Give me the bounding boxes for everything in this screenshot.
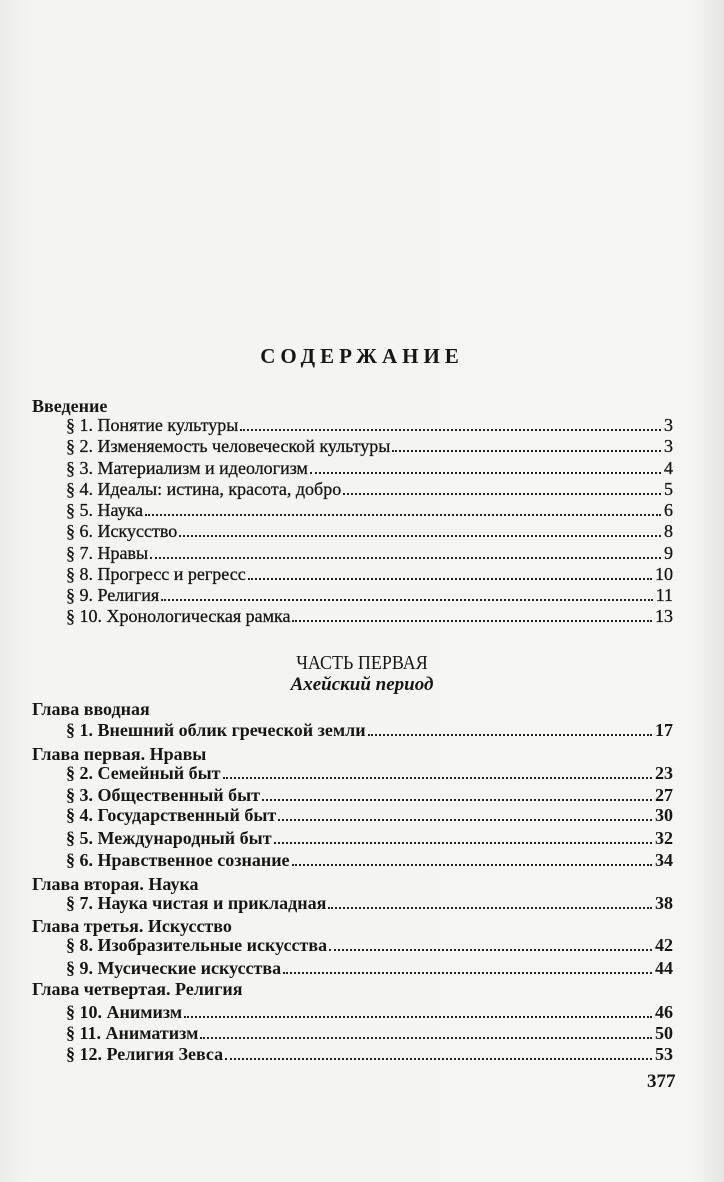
entry-title: § 2. Изменяемость человеческой культуры: [66, 436, 391, 456]
toc-entry: [66, 762, 673, 784]
entry-page: 8: [664, 521, 673, 541]
entry-page: 3: [664, 415, 673, 435]
toc-entry: [66, 605, 673, 627]
dot-leader: [392, 450, 661, 452]
entry-title: § 3. Материализм и идеологизм: [66, 458, 308, 478]
dot-leader: [248, 578, 652, 580]
toc-entry: [66, 499, 673, 521]
entry-title: § 2. Семейный быт: [66, 763, 221, 783]
entry-title: § 9. Мусические искусства: [66, 958, 282, 978]
entry-title: § 8. Изобразительные искусства: [66, 935, 328, 955]
toc-entry: [66, 1022, 673, 1044]
entry-title: § 4. Государственный быт: [66, 805, 277, 825]
entry-page: 38: [655, 893, 673, 913]
entry-page: 27: [655, 785, 673, 805]
toc-entry: [66, 584, 673, 606]
toc-entry: [66, 414, 673, 436]
toc-entry: [66, 520, 673, 542]
entry-page: 5: [664, 479, 673, 499]
chapter-heading: Глава третья. Искусство: [32, 916, 232, 936]
entry-page: 34: [655, 850, 673, 870]
dot-leader: [310, 472, 661, 474]
dot-leader: [240, 429, 661, 431]
entry-page: 17: [655, 720, 673, 740]
dot-leader: [161, 599, 652, 601]
entry-title: § 6. Искусство: [66, 521, 178, 541]
contents-title: СОДЕРЖАНИЕ: [260, 344, 464, 368]
toc-entry: [66, 563, 673, 585]
toc-entry: [66, 849, 673, 871]
dot-leader: [329, 949, 652, 951]
toc-entry: [66, 1001, 673, 1023]
entry-title: § 5. Наука: [66, 500, 144, 520]
entry-page: 30: [655, 805, 673, 825]
dot-leader: [328, 907, 652, 909]
dot-leader: [283, 972, 652, 974]
dot-leader: [179, 535, 661, 537]
toc-entry: [66, 892, 673, 914]
part-one-title: ЧАСТЬ ПЕРВАЯ: [296, 652, 428, 674]
entry-title: § 6. Нравственное сознание: [66, 850, 290, 870]
chapter-heading: Глава четвертая. Религия: [32, 979, 243, 999]
entry-title: § 12. Религия Зевса: [66, 1044, 224, 1064]
entry-title: § 7. Нравы: [66, 543, 149, 563]
intro-heading: Введение: [32, 396, 108, 416]
entry-page: 4: [664, 458, 673, 478]
entry-title: § 7. Наука чистая и прикладная: [66, 893, 327, 913]
entry-page: 6: [664, 500, 673, 520]
dot-leader: [274, 842, 652, 844]
entry-page: 53: [655, 1044, 673, 1064]
entry-page: 32: [655, 828, 673, 848]
entry-title: § 11. Аниматизм: [66, 1023, 199, 1043]
entry-title: § 1. Внешний облик греческой земли: [66, 720, 366, 740]
dot-leader: [278, 819, 652, 821]
entry-page: 50: [655, 1023, 673, 1043]
entry-title: § 3. Общественный быт: [66, 785, 261, 805]
toc-entry: [66, 435, 673, 457]
part-one-subtitle: Ахейский период: [290, 674, 434, 695]
dot-leader: [262, 799, 652, 801]
toc-entry: [66, 457, 673, 479]
entry-title: § 4. Идеалы: истина, красота, добро: [66, 479, 342, 499]
entry-title: § 1. Понятие культуры: [66, 415, 239, 435]
entry-title: § 10. Хронологическая рамка: [66, 606, 291, 626]
dot-leader: [225, 1058, 652, 1060]
chapter-heading: Глава первая. Нравы: [32, 744, 207, 764]
entry-page: 23: [655, 763, 673, 783]
entry-title: § 8. Прогресс и регресс: [66, 564, 246, 584]
toc-entry: [66, 478, 673, 500]
entry-title: § 9. Религия: [66, 585, 160, 605]
toc-entry: [66, 827, 673, 849]
entry-page: 11: [655, 585, 673, 605]
dot-leader: [343, 493, 661, 495]
dot-leader: [150, 557, 661, 559]
dot-leader: [184, 1016, 652, 1018]
dot-leader: [292, 620, 652, 622]
dot-leader: [368, 734, 652, 736]
toc-entry: [66, 804, 673, 826]
entry-page: 3: [664, 436, 673, 456]
page-number: 377: [647, 1071, 676, 1092]
dot-leader: [292, 864, 652, 866]
entry-page: 42: [655, 935, 673, 955]
toc-entry: [66, 784, 673, 806]
entry-page: 10: [655, 564, 673, 584]
entry-title: § 5. Международный быт: [66, 828, 272, 848]
toc-entry: [66, 957, 673, 979]
entry-page: 44: [655, 958, 673, 978]
chapter-heading: Глава вторая. Наука: [32, 874, 199, 894]
entry-page: 13: [655, 606, 673, 626]
dot-leader: [200, 1037, 652, 1039]
toc-entry: [66, 1043, 673, 1065]
entry-page: 9: [664, 543, 673, 563]
toc-entry: [66, 542, 673, 564]
entry-title: § 10. Анимизм: [66, 1002, 183, 1022]
dot-leader: [223, 777, 652, 779]
dot-leader: [145, 514, 661, 516]
entry-page: 46: [655, 1002, 673, 1022]
toc-entry: [66, 719, 673, 741]
chapter-heading: Глава вводная: [32, 699, 150, 719]
toc-entry: [66, 934, 673, 956]
